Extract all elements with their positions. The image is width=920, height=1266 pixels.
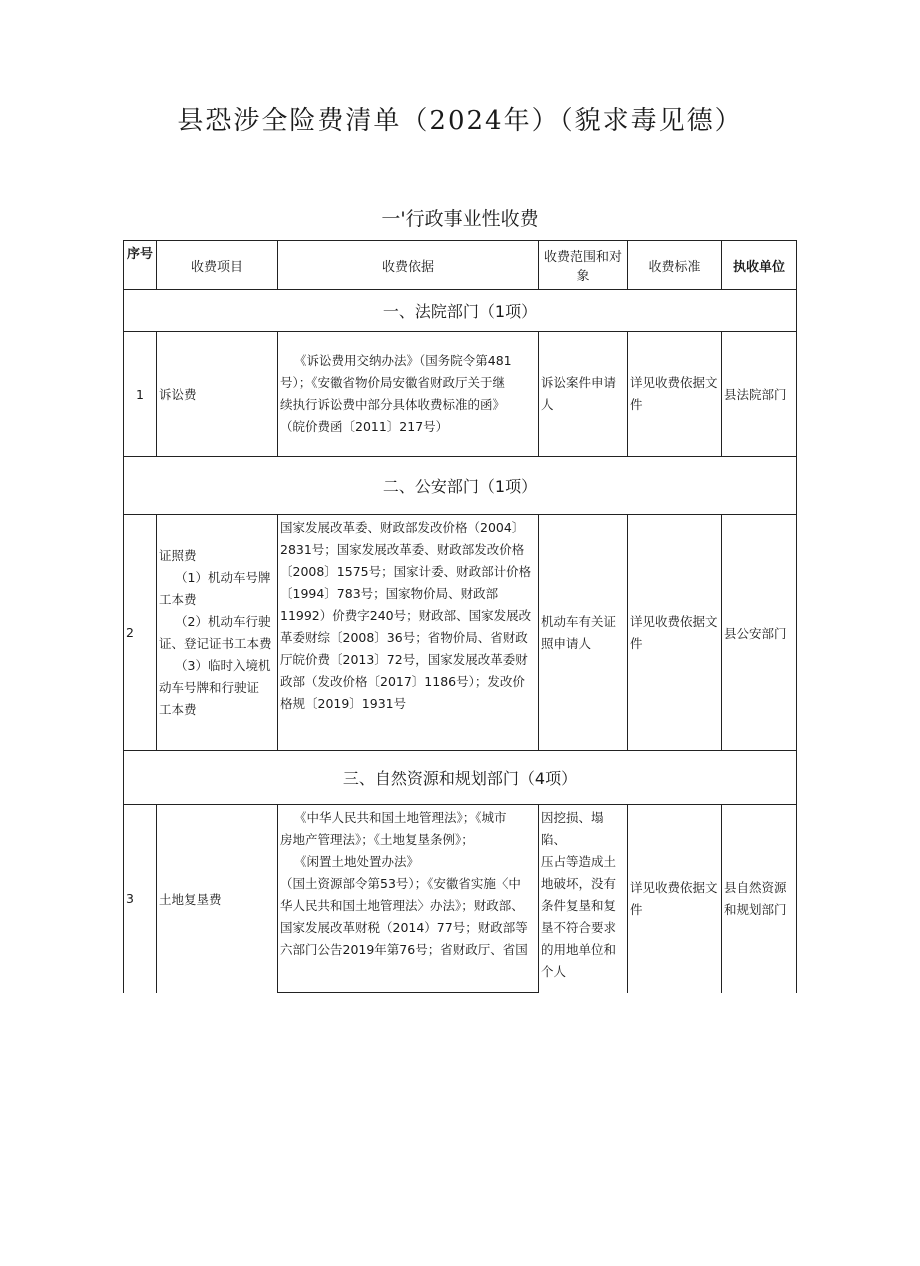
row-no: 2 [124,515,157,751]
table-row [124,332,797,457]
basis-line: 《诉讼费用交纳办法》（国务院令第481 [294,353,512,368]
basis-line: 2831号；国家发展改革委、财政部发改价格 [280,542,525,557]
basis-line: （国土资源部令第53号）；《安徽省实施〈中 [280,876,521,891]
basis-line: 华人民共和国土地管理法〉办法》；财政部、 [280,898,524,913]
header-seq: 序号 [124,241,157,290]
row-scope: 诉讼案件申请人 [539,332,628,457]
scope-line: 个人 [541,964,567,979]
basis-line: 11992）价费字240号；财政部、国家发展改 [280,608,532,623]
group-label-court: 一、法院部门（1项） [124,290,797,332]
scope-line: 因挖损、塌陷、 [541,810,604,847]
row-standard: 详见收费依据文件 [628,332,722,457]
header-unit: 执收单位 [722,241,797,290]
basis-line: 国家发展改革委、财政部发改价格（2004〕 [280,520,525,535]
row-item [157,515,278,751]
basis-line: 号）；《安徽省物价局安徽省财政厅关于继 [280,375,506,390]
header-standard: 收费标准 [628,241,722,290]
row-unit: 县公安部门 [722,515,797,751]
item-line: 证、登记证书工本费 [159,635,272,651]
table-row [124,515,797,751]
row-scope: 机动车有关证照申请人 [539,515,628,751]
basis-line: 《闲置土地处置办法》 [294,854,420,869]
basis-line: 〔1994〕783号；国家物价局、财政部 [280,586,499,601]
group-row [124,457,797,515]
row-no: 3 [124,805,157,993]
basis-line: 国家发展改革财税（2014）77号；财政部等 [280,920,528,935]
basis-line: 政部（发改价格〔2017〕1186号）；发改价 [280,674,525,689]
fee-table [123,240,797,993]
row-unit: 县法院部门 [722,332,797,457]
group-row [124,290,797,332]
item-line: 工本费 [159,701,197,717]
basis-line: 格规〔2019〕1931号 [280,696,407,711]
scope-line: 压占等造成土 [541,854,617,869]
row-item: 土地复垦费 [157,805,278,993]
basis-line: 《中华人民共和国土地管理法》；《城市 [294,810,507,825]
row-scope [539,805,628,993]
scope-line: 的用地单位和 [541,942,617,957]
item-line: （3）临时入境机 [175,657,271,673]
item-line: 工本费 [159,591,197,607]
section-title: 一'行政事业性收费 [381,208,539,230]
row-no: 1 [124,332,157,457]
basis-line: 〔2008〕1575号；国家计委、财政部计价格 [280,564,532,579]
group-label-natural-resources: 三、自然资源和规划部门（4项） [124,751,797,805]
basis-line: 革委财综〔2008〕36号；省物价局、省财政 [280,630,528,645]
row-item: 诉讼费 [157,332,278,457]
row-unit: 县自然资源和规划部门 [722,805,797,993]
row-basis [278,332,539,457]
item-line: 证照费 [159,547,197,563]
group-label-police: 二、公安部门（1项） [124,457,797,515]
basis-line: （皖价费函〔2011〕217号） [280,419,449,434]
basis-line: 房地产管理法》；《土地复垦条例》； [280,832,474,847]
scope-line: 地破坏，没有 [541,876,617,891]
row-standard: 详见收费依据文件 [628,515,722,751]
row-basis [278,805,539,993]
header-basis: 收费依据 [278,241,539,290]
item-line: （1）机动车号牌 [175,569,271,585]
row-basis [278,515,539,751]
basis-line: 续执行诉讼费中部分具体收费标准的函》 [280,397,506,412]
table-header-row [124,241,797,290]
basis-line: 厅皖价费〔2013〕72号，国家发展改革委财 [280,652,528,667]
group-row [124,751,797,805]
row-standard: 详见收费依据文件 [628,805,722,993]
header-scope: 收费范围和对象 [539,241,628,290]
table-row [124,805,797,993]
item-line: 动车号牌和行驶证 [159,679,260,695]
item-line: （2）机动车行驶 [175,613,271,629]
scope-line: 垦不符合要求 [541,920,617,935]
scope-line: 条件复垦和复 [541,898,617,913]
header-item: 收费项目 [157,241,278,290]
document-title: 县恐涉全险费清单（2024年）（貌求毒见德） [177,106,743,136]
basis-line: 六部门公告2019年第76号；省财政厅、省国 [280,942,528,957]
